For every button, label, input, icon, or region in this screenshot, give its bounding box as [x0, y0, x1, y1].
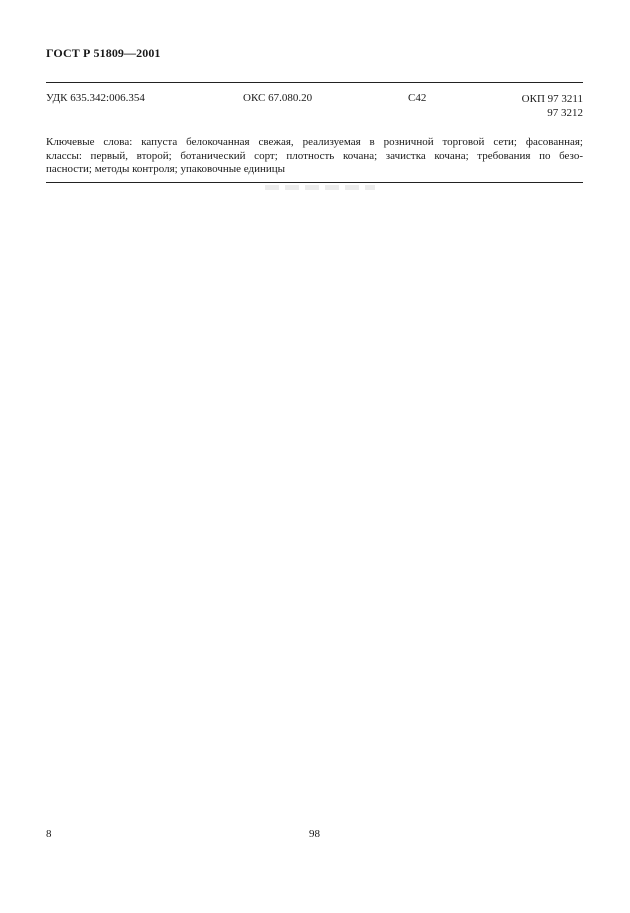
udc-code: УДК 635.342:006.354	[46, 92, 145, 104]
page-number-center: 98	[309, 828, 320, 840]
okp-code-1: ОКП 97 3211	[521, 93, 583, 105]
bottom-divider	[46, 182, 583, 183]
keywords-line-3: пасности; методы контроля; упаковочные единицы	[46, 163, 286, 175]
okp-codes	[522, 92, 583, 120]
page-number-left: 8	[46, 828, 52, 840]
top-divider	[46, 82, 583, 83]
oks-code: ОКС 67.080.20	[243, 92, 313, 104]
keywords-line-2: классы: первый, второй; ботанический сорт; плотность кочана; зачистка кочана; требования по безо-	[46, 149, 583, 162]
standard-designation: ГОСТ Р 51809—2001	[46, 46, 161, 60]
keywords-line-1: Ключевые слова: капуста белокочанная свежая, реализуемая в розничной торговой сети; фасованная;	[46, 136, 583, 148]
category-code: С42	[408, 92, 427, 104]
okp-code-2: 97 3212	[547, 107, 583, 119]
classification-row	[46, 92, 583, 122]
keywords-paragraph	[46, 136, 583, 177]
faint-scan-mark	[265, 185, 375, 190]
